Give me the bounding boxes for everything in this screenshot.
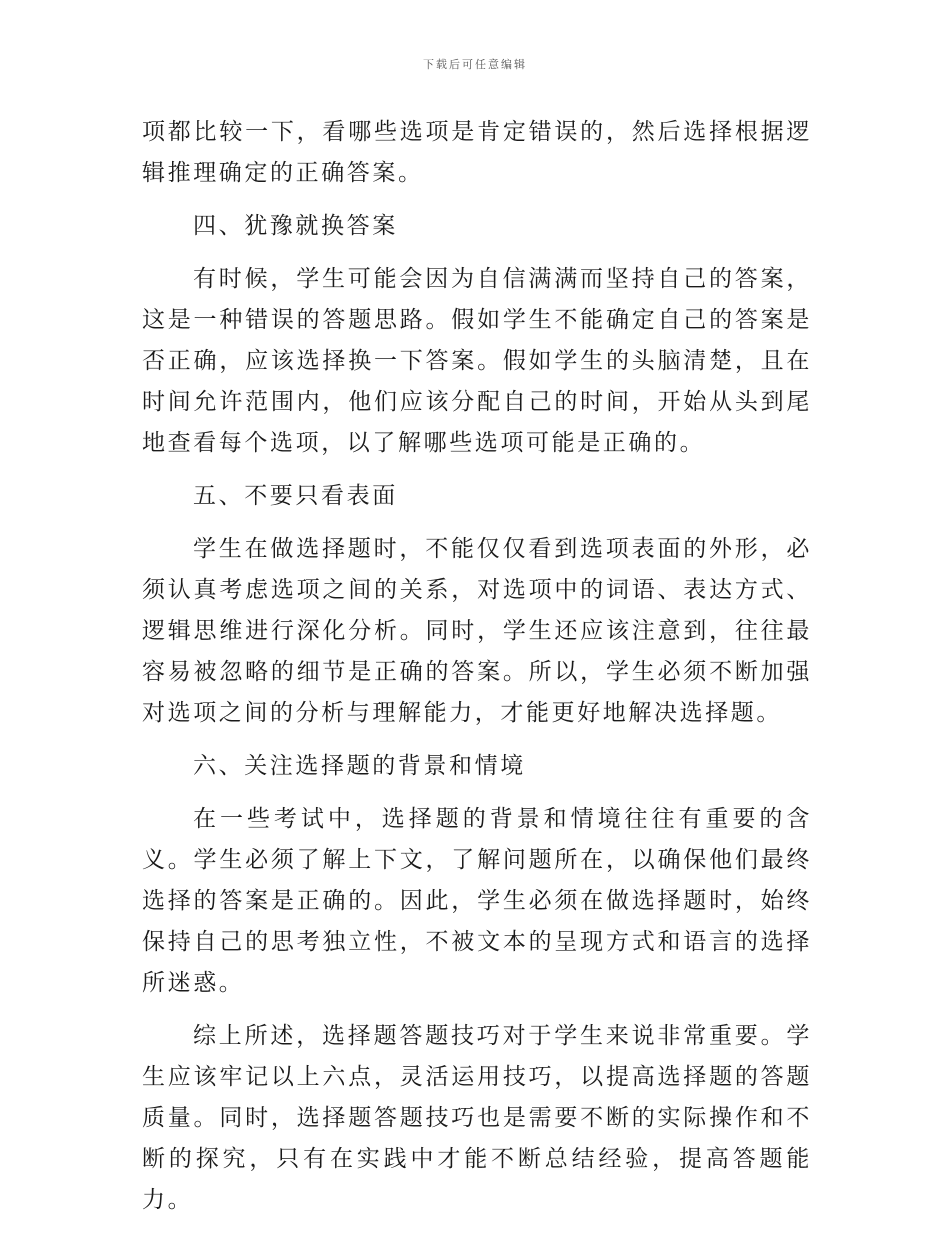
document-body [142,112,812,1233]
paragraph-conclusion: 综上所述，选择题答题技巧对于学生来说非常重要。学生应该牢记以上六点，灵活运用技巧，以提高选择题的答题质量。同时，选择题答题技巧也是需要不断的实际操作和不断的探究，只有在实践中才能不断总结经验，提高答题能力。 [142,1023,812,1213]
page-header: 下载后可任意编辑 [423,58,527,71]
paragraph-section-5: 学生在做选择题时，不能仅仅看到选项表面的外形，必须认真考虑选项之间的关系，对选项中的词语、表达方式、逻辑思维进行深化分析。同时，学生还应该注意到，往往最容易被忽略的细节是正确的答案。所以，学生必须不断加强对选项之间的分析与理解能力，才能更好地解决选择题。 [142,536,812,726]
paragraph-continued: 项都比较一下，看哪些选项是肯定错误的，然后选择根据逻辑推理确定的正确答案。 [142,119,812,186]
paragraph-section-4: 有时候，学生可能会因为自信满满而坚持自己的答案，这是一种错误的答题思路。假如学生不能确定自己的答案是否正确，应该选择换一下答案。假如学生的头脑清楚，且在时间允许范围内，他们应该分配自己的时间，开始从头到尾地查看每个选项，以了解哪些选项可能是正确的。 [142,266,812,456]
section-heading-4: 四、犹豫就换答案 [193,213,398,239]
section-heading-5: 五、不要只看表面 [193,483,398,509]
section-heading-6: 六、关注选择题的背景和情境 [193,753,526,779]
paragraph-section-6: 在一些考试中，选择题的背景和情境往往有重要的含义。学生必须了解上下文，了解问题所在，以确保他们最终选择的答案是正确的。因此，学生必须在做选择题时，始终保持自己的思考独立性，不被文本的呈现方式和语言的选择所迷惑。 [142,806,812,996]
